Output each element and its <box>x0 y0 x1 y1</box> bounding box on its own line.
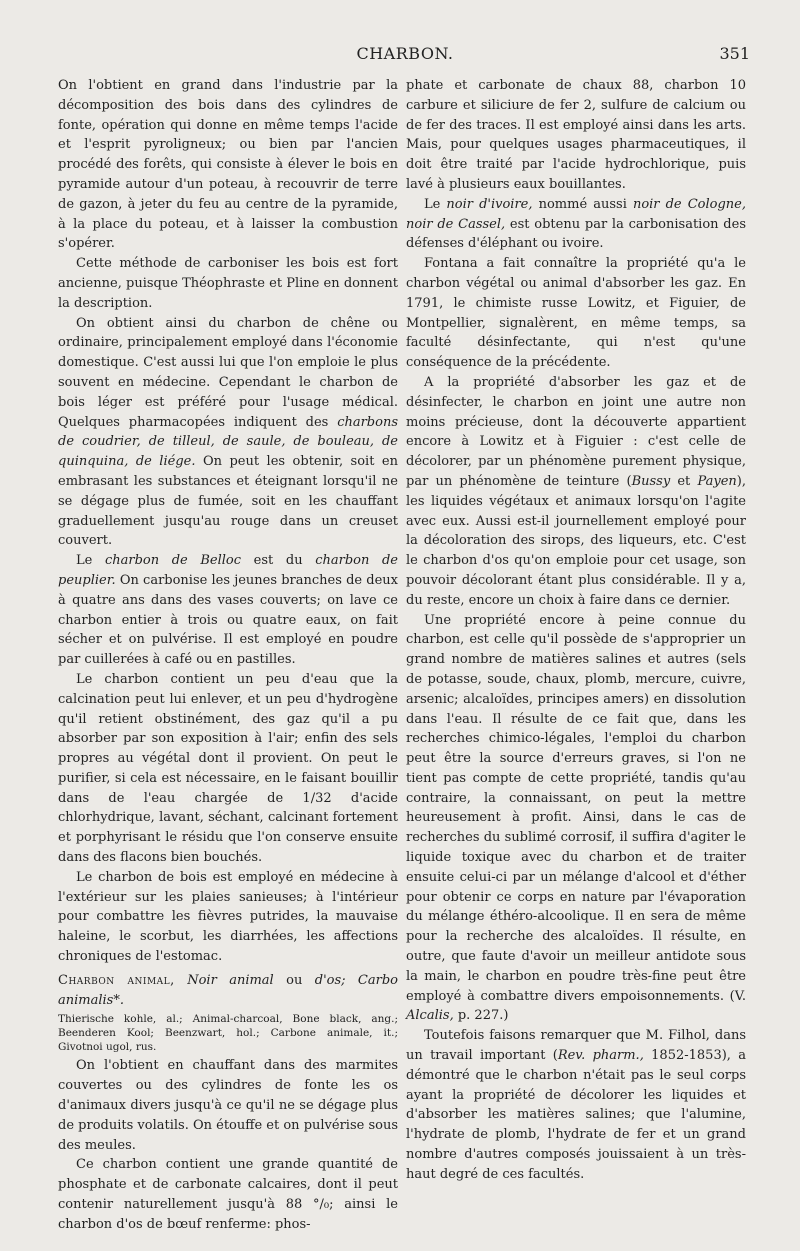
paragraph <box>58 314 398 552</box>
page-number: 351 <box>719 44 750 63</box>
text-run: Le <box>76 553 105 569</box>
paragraph <box>406 195 746 254</box>
text-run: ), les liquides végétaux et animaux lorsqu'on l'agite avec eux. Aussi est-il journellement employé pour la décoloration des sirops, des liqueurs, etc. C'est le charbon d'os qu'on emploie pour cet usage, son pouvoir décolorant étant plus considérable. Il y a, du reste, encore un choix à faire dans ce dernier. <box>406 473 746 608</box>
paragraph <box>406 611 746 1027</box>
text-run: et <box>670 473 698 489</box>
text-run: A la propriété d'absorber les gaz et de désinfecter, le charbon en joint une autre non moins précieuse, dont la découverte appartient encore à Lowitz et à Figuier : c'est celle de décolorer, par un phénomène purement physique, par un phénomène de teinture ( <box>406 374 746 489</box>
italic-run: Alcalis, <box>406 1008 454 1024</box>
text-run: 1852-1853), a démontré que le charbon n'était pas le seul corps ayant la propriété de décolorer les liquides et d'absorber les matières salines; que l'alumine, l'hydrate de plomb, l'hydrate de fer et un grand nombre d'autres composés jouissaient à un très-haut degré de ces facultés. <box>406 1048 746 1182</box>
text-run: p. 227.) <box>453 1008 509 1024</box>
italic-run: Bussy <box>631 473 671 489</box>
right-column <box>406 76 746 1185</box>
running-head: CHARBON. <box>356 44 454 63</box>
italic-run: d'os; Carbo animalis*. <box>58 972 398 1008</box>
text-run: Toutefois faisons remarquer que M. Filhol, dans un travail important ( <box>406 1028 746 1064</box>
text-run: On obtient ainsi du charbon de chêne ou ordinaire, principalement employé dans l'économie domestique. C'est aussi lui que l'on emploie le plus souvent en médecine. Cependant le charbon de bois léger est préféré pour l'usage médical. Quelques pharmacopées indiquent des <box>58 315 398 430</box>
italic-run: charbons de coudrier, de tilleul, de saule, de bouleau, de quinquina, de liége. <box>58 414 398 470</box>
paragraph: On l'obtient en chauffant dans des marmites couvertes ou des cylindres de fonte les os d'animaux divers jusqu'à ce qu'il ne se dégage plus de produits volatils. On étouffe et on pulvérise sous des meules. <box>58 1058 398 1153</box>
italic-run: Payen <box>697 473 737 489</box>
paragraph: Cette méthode de carboniser les bois est fort ancienne, puisque Théophraste et Pline en donnent la description. <box>58 256 398 311</box>
paragraph: Fontana a fait connaître la propriété qu'a le charbon végétal ou animal d'absorber les gaz. En 1791, le chimiste russe Lowitz, et Figuier, de Montpellier, signalèrent, en même temps, sa faculté désinfectante, qui n'est qu'une conséquence de la précédente. <box>406 256 746 371</box>
text-run: On carbonise les jeunes branches de deux à quatre ans dans des vases couverts; on lave ce charbon entier à trois ou quatre eaux, on fait sécher et on pulvérise. Il est employé en poudre par cuillerées à café ou en pastilles. <box>58 572 398 668</box>
text-run: est du <box>241 553 316 569</box>
text-run: est obtenu par la carbonisation des défenses d'éléphant ou ivoire. <box>406 216 746 252</box>
italic-run: charbon de peuplier. <box>58 553 398 588</box>
paragraph: Ce charbon contient une grande quantité de phosphate et de carbonate calcaires, dont il peut contenir naturellement jusqu'à 88 °/₀; ainsi le charbon d'os de bœuf renferme: phos- <box>58 1157 398 1232</box>
italic-run: noir de Cologne, noir de Cassel, <box>406 196 746 232</box>
paragraph: Le charbon de bois est employé en médecine à l'extérieur sur les plaies sanieuses; à l'intérieur pour combattre les fièvres putrides, la mauvaise haleine, le scorbut, les diarrhées, les affections chroniques de l'estomac. <box>58 869 398 965</box>
italic-run: Rev. pharm., <box>557 1048 644 1064</box>
synonyms-list: Thierische kohle, al.; Animal-charcoal, Bone black, ang.; Beenderen Kool; Beenzwart, hol.; Carbone animale, it.; Givotnoi ugol, rus. <box>58 1013 398 1054</box>
left-column <box>58 76 398 1235</box>
page-header <box>60 44 750 68</box>
paragraph: phate et carbonate de chaux 88, charbon 10 carbure et siliciure de fer 2, sulfure de calcium ou de fer des traces. Il est employé ainsi dans les arts. Mais, pour quelques usages pharmaceutiques, il doit être traité par l'acide hydrochlorique, puis lavé à plusieurs eaux bouillantes. <box>406 78 746 192</box>
text-run: Le <box>424 196 447 212</box>
section-heading <box>58 971 398 1011</box>
paragraph <box>58 551 398 670</box>
paragraph <box>406 373 746 611</box>
paragraph <box>406 1026 746 1184</box>
paragraph: On l'obtient en grand dans l'industrie par la décomposition des bois dans des cylindres de fonte, opération qui donne en même temps l'acide et l'esprit pyroligneux; ou bien par l'ancien procédé des forêts, qui consiste à élever le bois en pyramide autour d'un poteau, à recouvrir de terre de gazon, à jeter du feu au centre de la pyramide, à la place du poteau, et à laisser la combustion s'opérer. <box>58 78 398 252</box>
text-run: Une propriété encore à peine connue du charbon, est celle qu'il possède de s'approprier un grand nombre de matières salines et autres (sels de potasse, soude, chaux, plomb, mercure, cuivre, arsenic; alcaloïdes, principes amers) en dissolution dans l'eau. Il résulte de ce fait que, dans les recherches chimico-légales, l'emploi du charbon peut être la source d'erreurs graves, si l'on ne tient pas compte de cette propriété, tandis qu'au contraire, la connaissant, on peut la mettre heureusement à profit. Ainsi, dans le cas de recherches du sublimé corrosif, il suffira d'agiter le liquide toxique avec du charbon et de traiter ensuite celui-ci par un mélange d'alcool et d'éther pour obtenir ce corps en nature par l'évaporation du mélange éthéro-alcoolique. Il en sera de même pour la recherche des alcaloïdes. Il résulte, en outre, que faute d'avoir un meilleur antidote sous la main, le charbon en poudre très-fine peut être employé à combattre divers empoisonnements. (V. <box>406 612 746 1004</box>
text-run: ou <box>273 972 315 988</box>
text-run: nommé aussi <box>532 196 633 212</box>
text-run: On peut les obtenir, soit en embrasant les substances et éteignant lorsqu'il ne se dégage plus de fumée, soit en les chauffant graduellement jusqu'au rouge dans un creuset couvert. <box>58 454 398 549</box>
italic-run: charbon de Belloc <box>104 553 242 569</box>
heading-caps: Charbon animal, <box>58 972 175 988</box>
italic-run: Noir animal <box>187 972 274 988</box>
italic-run: noir d'ivoire, <box>446 196 533 212</box>
paragraph: Le charbon contient un peu d'eau que la calcination peut lui enlever, et un peu d'hydrogène qu'il retient obstinément, des gaz qu'il a pu absorber par son exposition à l'air; enfin des sels propres au végétal dont il provient. On peut le purifier, si cela est nécessaire, en le faisant bouillir dans de l'eau chargée de 1/32 d'acide chlorhydrique, lavant, séchant, calcinant fortement et porphyrisant le résidu que l'on conserve ensuite dans des flacons bien bouchés. <box>58 671 398 866</box>
